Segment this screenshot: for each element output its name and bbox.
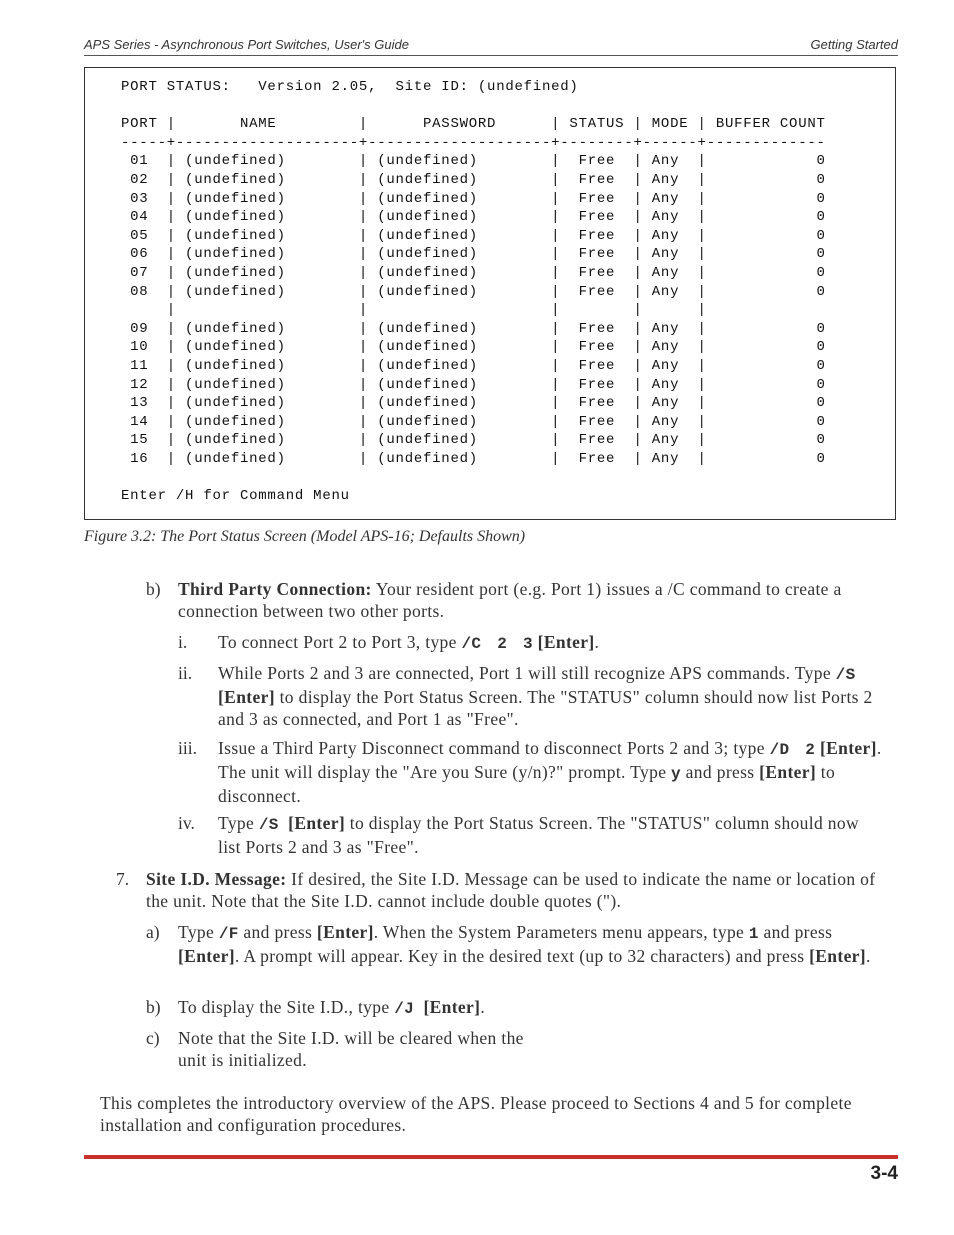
terminal-line: 02 | (undefined) | (undefined) | Free | Any | 0 [121,171,826,188]
heading-third-party: Third Party Connection: [178,579,372,599]
paragraph-step-a: Type /F and press [Enter]. When the System Parameters menu appears, type 1 and press [Enter]. A prompt will appear. Key in the desired text (up to 32 characters) and press [Enter]. [178,922,871,966]
terminal-line: 03 | (undefined) | (undefined) | Free | Any | 0 [121,190,826,207]
page-number: 3-4 [870,1163,898,1184]
figure-caption: Figure 3.2: The Port Status Screen (Model APS-16; Defaults Shown) [84,528,526,545]
paragraph-step-b2: To display the Site I.D., type /J [Enter]. [178,997,486,1018]
terminal-line: 11 | (undefined) | (undefined) | Free | Any | 0 [121,357,826,374]
header-section: Getting Started [810,37,898,52]
command-connect: /C 2 3 [461,635,533,653]
terminal-line: 06 | (undefined) | (undefined) | Free | Any | 0 [121,246,826,263]
terminal-line: 09 | (undefined) | (undefined) | Free | Any | 0 [121,320,826,337]
terminal-text [121,78,826,506]
closing-paragraph: This completes the introductory overview of the APS. Please proceed to Sections 4 and 5 for complete installation and configuration procedures. [100,1093,852,1135]
terminal-line: 04 | (undefined) | (undefined) | Free | Any | 0 [121,209,826,226]
footer-rule [84,1155,898,1159]
list-marker-iii: iii. [178,738,197,758]
header-rule [84,55,898,56]
paragraph-step-i: To connect Port 2 to Port 3, type /C 2 3 [Enter]. [218,632,600,653]
paragraph-step-iv: Type /S [Enter] to display the Port Status Screen. The "STATUS" column should now list Ports 2 and 3 as "Free". [218,813,859,857]
paragraph-step-iii: Issue a Third Party Disconnect command to disconnect Ports 2 and 3; type /D 2 [Enter]. The unit will display the "Are you Sure (y/n)?" prompt. Type y and press [Enter] to disconnect. [218,738,882,806]
terminal-line: 08 | (undefined) | (undefined) | Free | Any | 0 [121,283,826,300]
terminal-line: 15 | (undefined) | (undefined) | Free | Any | 0 [121,432,826,449]
terminal-line: 07 | (undefined) | (undefined) | Free | Any | 0 [121,264,826,281]
list-marker-b2: b) [146,997,161,1017]
terminal-line: 12 | (undefined) | (undefined) | Free | Any | 0 [121,376,826,393]
terminal-line: | | | | | [121,302,707,319]
running-header [84,37,898,55]
list-marker-i: i. [178,632,188,652]
paragraph-site-id: Site I.D. Message: If desired, the Site I.D. Message can be used to indicate the name or location of the unit. Note that the Site I.D. cannot include double quotes ("). [146,869,876,911]
list-marker-a: a) [146,922,160,942]
port-status-screen [84,67,896,520]
command-status: /S [835,666,856,684]
header-title: APS Series - Asynchronous Port Switches, User's Guide [84,37,409,52]
command-disconnect: /D 2 [769,741,816,759]
terminal-line: 01 | (undefined) | (undefined) | Free | Any | 0 [121,153,826,170]
terminal-line: Enter /H for Command Menu [121,488,350,505]
command-parameters: /F [218,925,239,943]
terminal-line: 13 | (undefined) | (undefined) | Free | Any | 0 [121,395,826,412]
command-status-2: /S [258,816,279,834]
terminal-line: -----+--------------------+--------------------+--------+------+------------- [121,134,826,151]
list-marker-ii: ii. [178,663,193,683]
terminal-line: 10 | (undefined) | (undefined) | Free | Any | 0 [121,339,826,356]
terminal-line: PORT | NAME | PASSWORD | STATUS | MODE | BUFFER COUNT [121,116,826,133]
list-marker-7: 7. [116,869,130,889]
terminal-line: 14 | (undefined) | (undefined) | Free | Any | 0 [121,413,826,430]
list-marker-iv: iv. [178,813,195,833]
paragraph-step-c: Note that the Site I.D. will be cleared when the unit is initialized. [178,1028,524,1070]
terminal-line: 16 | (undefined) | (undefined) | Free | Any | 0 [121,450,826,467]
terminal-line: PORT STATUS: Version 2.05, Site ID: (undefined) [121,79,579,95]
list-marker-c: c) [146,1028,160,1048]
list-marker-b: b) [146,579,161,599]
command-site-id: /J [394,1000,415,1018]
paragraph-step-ii: While Ports 2 and 3 are connected, Port 1 will still recognize APS commands. Type /S [Enter] to display the Port Status Screen. The "STATUS" column should now list Ports 2 and 3 as connected, and Port 1 as "Free". [218,663,873,729]
terminal-line: 05 | (undefined) | (undefined) | Free | Any | 0 [121,227,826,244]
paragraph-third-party: Third Party Connection: Your resident port (e.g. Port 1) issues a /C command to create a connection between two other ports. [178,579,842,621]
heading-site-id: Site I.D. Message: [146,869,287,889]
